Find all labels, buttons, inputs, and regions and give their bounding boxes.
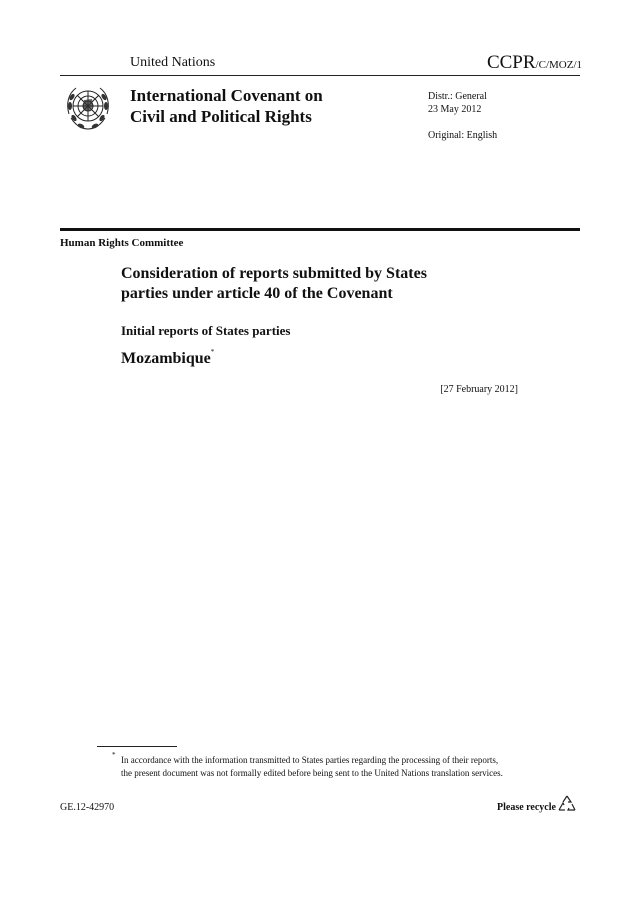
covenant-title bbox=[130, 85, 390, 127]
recycle-icon bbox=[557, 794, 577, 814]
document-symbol-main: CCPR bbox=[486, 52, 536, 73]
title-rule bbox=[60, 228, 580, 231]
document-symbol bbox=[487, 52, 582, 74]
header-rule bbox=[60, 75, 580, 76]
country-footnote-mark: * bbox=[210, 348, 215, 356]
footnote-text: In accordance with the information transmitted to States parties regarding the processing of their reports, the present document was not formally edited before being sent to the United Nations translation services. bbox=[121, 755, 503, 778]
job-number: GE.12-42970 bbox=[60, 802, 115, 813]
document-symbol-suffix: /C/MOZ/1 bbox=[535, 59, 582, 71]
footnote-mark: * bbox=[112, 751, 116, 759]
original-language: Original: English bbox=[428, 130, 498, 141]
subheading: Initial reports of States parties bbox=[121, 323, 291, 338]
issue-date: 23 May 2012 bbox=[428, 104, 482, 115]
footnote-rule bbox=[97, 746, 177, 747]
covenant-title-line2: Civil and Political Rights bbox=[130, 107, 312, 126]
committee-name: Human Rights Committee bbox=[60, 237, 184, 249]
distribution-type: Distr.: General bbox=[428, 91, 487, 102]
main-heading-line1: Consideration of reports submitted by States bbox=[121, 265, 427, 282]
un-emblem-icon bbox=[62, 82, 114, 134]
distribution-block bbox=[428, 90, 487, 116]
main-heading-line2: parties under article 40 of the Covenant bbox=[121, 285, 393, 302]
report-date: [27 February 2012] bbox=[440, 384, 518, 395]
organization-name: United Nations bbox=[130, 55, 216, 70]
recycle-text: Please recycle bbox=[497, 802, 556, 813]
covenant-title-line1: International Covenant on bbox=[130, 86, 323, 105]
main-heading bbox=[121, 264, 501, 304]
country-heading bbox=[121, 350, 214, 368]
country-name: Mozambique bbox=[121, 350, 211, 367]
